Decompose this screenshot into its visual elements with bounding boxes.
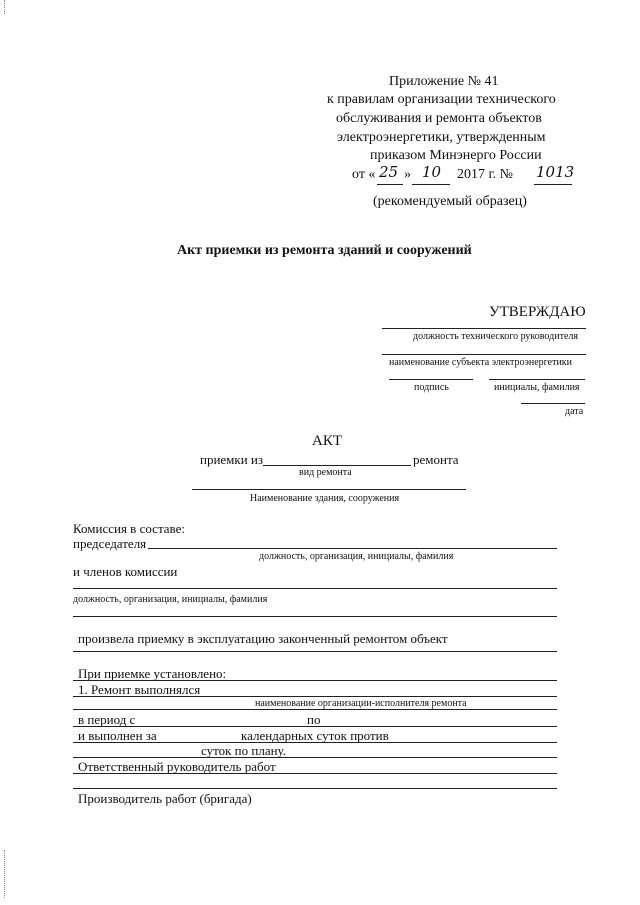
commission-composition: Комиссия в составе: bbox=[73, 521, 185, 536]
number-underline bbox=[534, 184, 572, 185]
period-from-label: в период с bbox=[78, 712, 136, 727]
days-line bbox=[73, 742, 557, 743]
date-mid: » bbox=[404, 167, 411, 182]
header-line-2: к правилам организации технического bbox=[327, 92, 556, 107]
members-caption: должность, организация, инициалы, фамилия bbox=[73, 594, 268, 605]
established-label: При приемке установлено: bbox=[78, 666, 227, 681]
header-line-4: электроэнергетики, утвержденным bbox=[337, 130, 546, 145]
entity-caption: наименование субъекта электроэнергетики bbox=[389, 357, 573, 368]
appendix-number: Приложение № 41 bbox=[389, 74, 499, 89]
established-line bbox=[73, 680, 557, 681]
done-in-label: и выполнен за bbox=[78, 728, 157, 743]
entity-line bbox=[382, 354, 586, 355]
act-title: АКТ bbox=[312, 433, 342, 449]
initials-caption: инициалы, фамилия bbox=[494, 382, 580, 393]
document-title: Акт приемки из ремонта зданий и сооружений bbox=[177, 243, 472, 258]
contractor-line bbox=[73, 696, 557, 697]
contractor-line-2 bbox=[73, 709, 557, 710]
order-number: 1013 bbox=[536, 163, 575, 181]
date-line bbox=[521, 403, 585, 404]
period-to-label: по bbox=[307, 712, 321, 727]
responsible-line bbox=[73, 773, 557, 774]
members-line-1 bbox=[73, 588, 557, 589]
days-plan-label: суток по плану. bbox=[201, 743, 287, 758]
contractor-caption: наименование организации-исполнителя ремонта bbox=[255, 698, 467, 709]
acceptance-prefix: приемки из bbox=[200, 452, 264, 467]
day-underline bbox=[377, 184, 403, 185]
repair-type-line bbox=[263, 465, 411, 466]
period-line bbox=[73, 726, 557, 727]
date-year: 2017 г. № bbox=[457, 167, 514, 182]
date-month: 10 bbox=[422, 163, 442, 181]
month-underline bbox=[412, 184, 450, 185]
scan-edge-top bbox=[4, 0, 6, 14]
responsible-label: Ответственный руководитель работ bbox=[78, 759, 276, 774]
header-line-3: обслуживания и ремонта объектов bbox=[336, 111, 542, 126]
position-line bbox=[382, 328, 586, 329]
accepted-text: произвела приемку в эксплуатацию законченный ремонтом объект bbox=[78, 631, 448, 646]
foreman-label: Производитель работ (бригада) bbox=[78, 791, 252, 806]
signature-caption: подпись bbox=[414, 382, 449, 393]
repair-type-caption: вид ремонта bbox=[299, 467, 352, 478]
acceptance-suffix: ремонта bbox=[413, 452, 459, 467]
object-line bbox=[73, 651, 557, 652]
item1-label: 1. Ремонт выполнялся bbox=[78, 682, 201, 697]
members-line-2 bbox=[73, 616, 557, 617]
building-caption: Наименование здания, сооружения bbox=[250, 493, 400, 504]
date-prefix: от « bbox=[352, 167, 376, 182]
plan-line bbox=[73, 757, 557, 758]
date-day: 25 bbox=[379, 163, 399, 181]
header-line-5: приказом Минэнерго России bbox=[370, 148, 542, 163]
chairman-label: председателя bbox=[73, 536, 147, 551]
chairman-line bbox=[148, 548, 557, 549]
position-caption: должность технического руководителя bbox=[413, 331, 578, 342]
date-caption: дата bbox=[565, 406, 584, 417]
building-line bbox=[192, 489, 466, 490]
approve-title: УТВЕРЖДАЮ bbox=[489, 304, 586, 320]
members-label: и членов комиссии bbox=[73, 564, 178, 579]
calendar-days-label: календарных суток против bbox=[241, 728, 389, 743]
sample-note: (рекомендуемый образец) bbox=[373, 194, 527, 209]
responsible-line-2 bbox=[73, 788, 557, 789]
scan-edge-bottom bbox=[4, 850, 6, 898]
initials-line bbox=[489, 379, 585, 380]
chairman-caption: должность, организация, инициалы, фамилия bbox=[259, 551, 454, 562]
signature-line bbox=[389, 379, 473, 380]
